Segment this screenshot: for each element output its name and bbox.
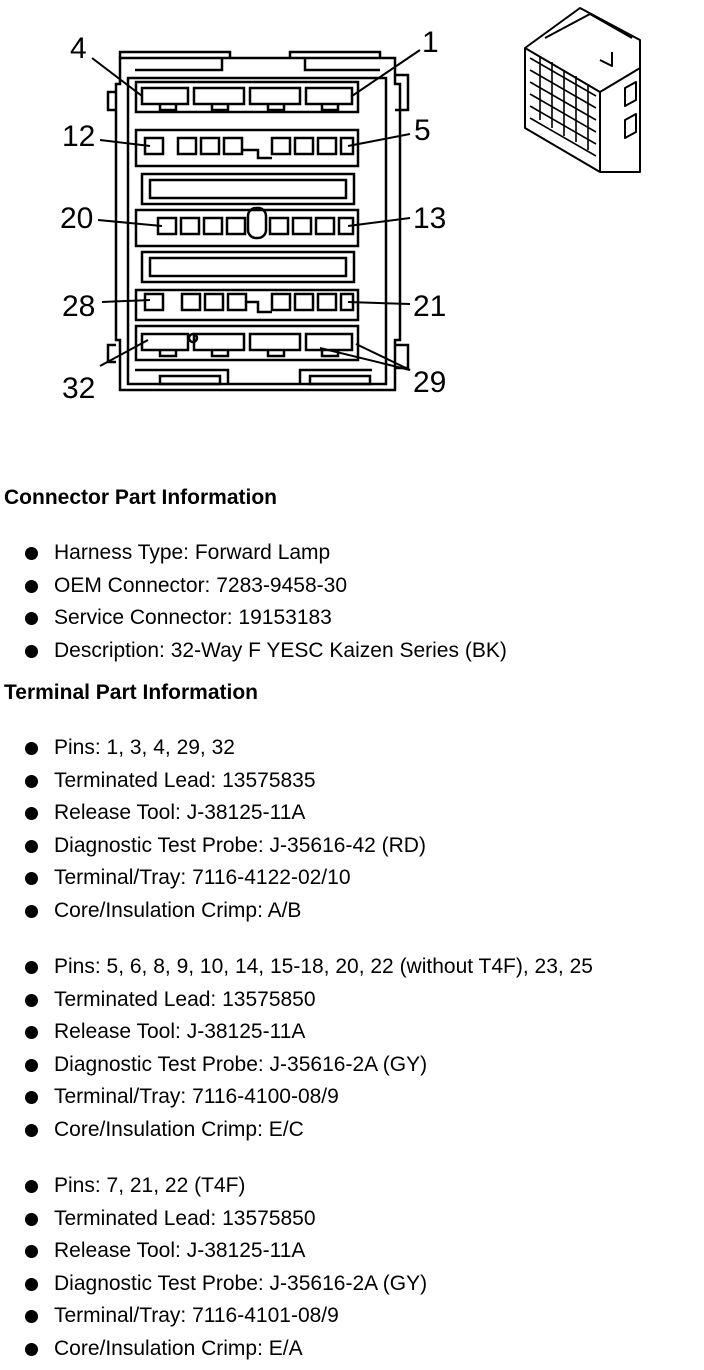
bullet-icon xyxy=(25,580,38,593)
list-item: Core/Insulation Crimp: A/B xyxy=(0,899,426,932)
connector-diagram xyxy=(0,0,704,420)
pin-label-29: 29 xyxy=(413,366,447,399)
list-item: Core/Insulation Crimp: E/A xyxy=(0,1337,427,1370)
list-item: Core/Insulation Crimp: E/C xyxy=(0,1118,593,1151)
bullet-icon xyxy=(25,1059,38,1072)
terminal-group-3 xyxy=(0,1174,427,1370)
slot-1 xyxy=(142,174,354,204)
pin-label-20: 20 xyxy=(60,202,94,235)
row2-housing xyxy=(136,130,358,166)
list-item: Terminal/Tray: 7116-4100-08/9 xyxy=(0,1085,593,1118)
bullet-icon xyxy=(25,1310,38,1323)
list-item: OEM Connector: 7283-9458-30 xyxy=(0,574,507,607)
list-item: Release Tool: J-38125-11A xyxy=(0,1020,593,1053)
terminal-info-title: Terminal Part Information xyxy=(4,681,258,704)
bullet-icon xyxy=(25,645,38,658)
bullet-icon xyxy=(25,1026,38,1039)
list-item: Terminated Lead: 13575835 xyxy=(0,769,426,802)
terminal-group-2 xyxy=(0,955,593,1151)
pin-label-32: 32 xyxy=(62,372,96,405)
list-item: Terminal/Tray: 7116-4122-02/10 xyxy=(0,866,426,899)
bullet-icon xyxy=(25,612,38,625)
list-item: Diagnostic Test Probe: J-35616-2A (GY) xyxy=(0,1272,427,1305)
bullet-icon xyxy=(25,1278,38,1291)
bullet-icon xyxy=(25,807,38,820)
list-item: Terminal/Tray: 7116-4101-08/9 xyxy=(0,1304,427,1337)
list-item: Diagnostic Test Probe: J-35616-2A (GY) xyxy=(0,1053,593,1086)
pin-label-13: 13 xyxy=(413,202,447,235)
list-item: Pins: 5, 6, 8, 9, 10, 14, 15-18, 20, 22 (without T4F), 23, 25 xyxy=(0,955,593,988)
list-item: Terminated Lead: 13575850 xyxy=(0,1207,427,1240)
list-item: Service Connector: 19153183 xyxy=(0,606,507,639)
connector-isometric-view xyxy=(525,8,640,172)
row1-housing xyxy=(136,82,358,112)
right-clip-top xyxy=(395,75,408,110)
bullet-icon xyxy=(25,1213,38,1226)
list-item: Release Tool: J-38125-11A xyxy=(0,801,426,834)
pin-label-4: 4 xyxy=(70,32,87,65)
list-item: Description: 32-Way F YESC Kaizen Series (BK) xyxy=(0,639,507,672)
bullet-icon xyxy=(25,1091,38,1104)
pin-label-5: 5 xyxy=(414,114,431,147)
pin-label-12: 12 xyxy=(62,120,96,153)
list-item: Pins: 1, 3, 4, 29, 32 xyxy=(0,736,426,769)
row2-terminals xyxy=(145,138,353,154)
bullet-icon xyxy=(25,1343,38,1356)
bullet-icon xyxy=(25,1245,38,1258)
bullet-icon xyxy=(25,742,38,755)
pin-label-21: 21 xyxy=(413,290,447,323)
bullet-icon xyxy=(25,1124,38,1137)
bullet-icon xyxy=(25,775,38,788)
list-item: Harness Type: Forward Lamp xyxy=(0,541,507,574)
bullet-icon xyxy=(25,840,38,853)
bullet-icon xyxy=(25,961,38,974)
list-item: Release Tool: J-38125-11A xyxy=(0,1239,427,1272)
slot-2 xyxy=(142,252,354,282)
pin-label-1: 1 xyxy=(422,26,439,59)
connector-info-title: Connector Part Information xyxy=(4,486,278,509)
list-item: Diagnostic Test Probe: J-35616-42 (RD) xyxy=(0,834,426,867)
pin-label-28: 28 xyxy=(62,290,96,323)
list-item: Terminated Lead: 13575850 xyxy=(0,988,593,1021)
row3-key xyxy=(248,208,266,238)
terminal-group-1 xyxy=(0,736,426,932)
bullet-icon xyxy=(25,547,38,560)
row3-terminals xyxy=(158,218,353,234)
bullet-icon xyxy=(25,872,38,885)
connector-info-list xyxy=(0,541,507,671)
bullet-icon xyxy=(25,1180,38,1193)
list-item: Pins: 7, 21, 22 (T4F) xyxy=(0,1174,427,1207)
bullet-icon xyxy=(25,905,38,918)
bullet-icon xyxy=(25,994,38,1007)
